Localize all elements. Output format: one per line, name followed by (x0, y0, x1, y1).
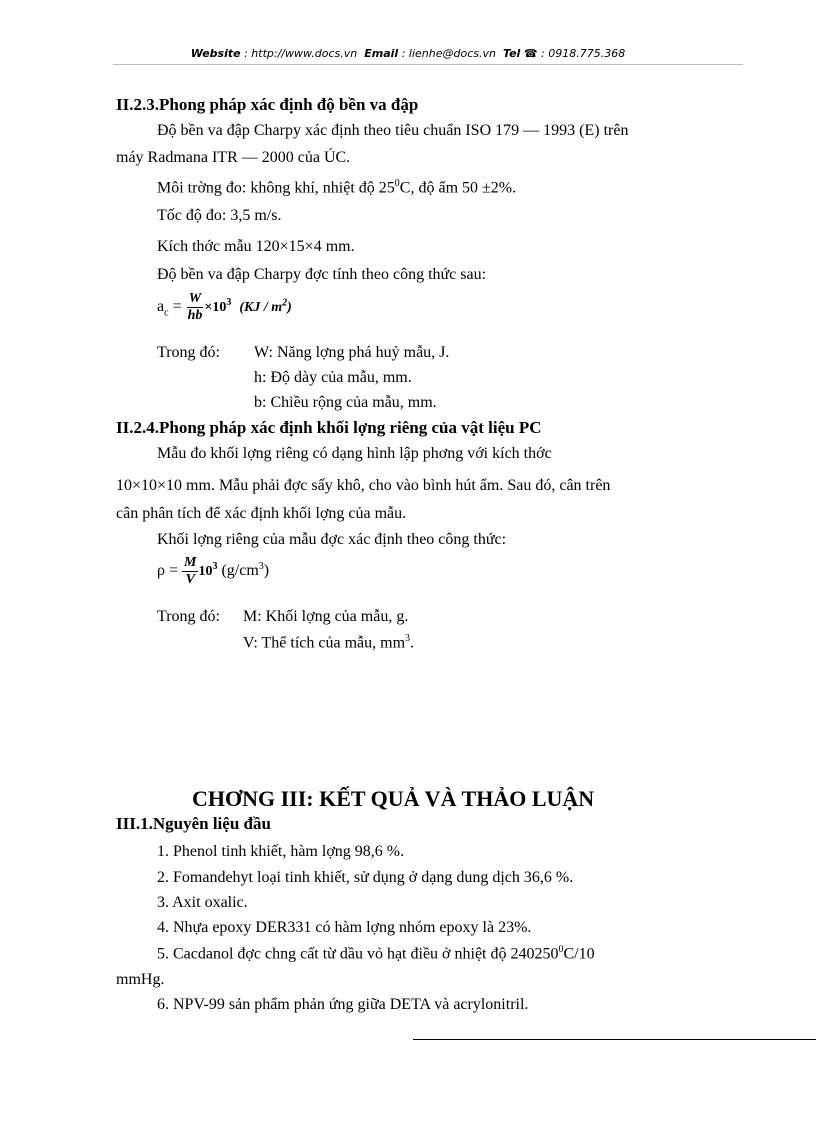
subsection-heading-3-1: III.1.Nguyên liệu đầu (116, 814, 271, 833)
definition-line: b: Chiều rộng của mẫu, mm. (254, 394, 437, 411)
paragraph-line: Tốc độ đo: 3,5 m/s. (157, 207, 282, 224)
density-formula: ρ = $\frac{M}{V}$ $10^3$ $(g/cm^3)$ (157, 555, 270, 587)
list-item: 5. Cacdanol đợc chng cất từ dầu vỏ hạt điều ở nhiệt độ 240250$^0$C/10 (157, 944, 595, 963)
formula-fraction: $\frac{M}{V}$ (184, 555, 197, 587)
section-heading-2-2-3: II.2.3.Phong pháp xác định độ bền va đập (116, 95, 419, 114)
paragraph-line: Kích thớc mẫu 120×15×4 mm. (157, 238, 355, 255)
tel-value: : 0918.775.368 (541, 47, 626, 60)
footnote-divider (413, 1039, 816, 1040)
where-label: Trong đó: (157, 608, 220, 625)
website-value: : http://www.docs.vn (244, 47, 358, 60)
paragraph-line: Môi trờng đo: không khí, nhiệt độ $25^0C$, độ ẩm 50 ±2%. (157, 178, 517, 197)
paragraph-line: Khối lợng riêng của mẫu đợc xác định theo công thức: (157, 531, 507, 548)
list-item: 6. NPV-99 sản phẩm phản ứng giữa DETA và acrylonitril. (157, 996, 529, 1013)
paragraph-line: cân phân tích để xác định khối lợng của mẫu. (116, 505, 407, 522)
phone-icon: ☎ (523, 47, 538, 60)
paragraph-line: 10×10×10 mm. Mẫu phải đợc sấy khô, cho vào bình hút ẩm. Sau đó, cân trên (116, 477, 611, 494)
definition-line: M: Khối lợng của mẫu, g. (243, 608, 409, 625)
website-label: Website (190, 47, 241, 60)
list-item-continuation: mmHg. (116, 971, 165, 988)
definition-line: W: Năng lợng phá huỷ mẫu, J. (254, 344, 450, 361)
list-item: 1. Phenol tinh khiết, hàm lợng 98,6 %. (157, 843, 405, 860)
paragraph-line: máy Radmana ITR — 2000 của ÚC. (116, 149, 351, 166)
definition-line: V: Thể tích của mẫu, $mm^3$. (243, 633, 415, 652)
list-item: 4. Nhựa epoxy DER331 có hàm lợng nhóm epoxy là 23%. (157, 919, 532, 936)
email-label: Email (364, 47, 399, 60)
paragraph-line: Độ bền va đập Charpy đợc tính theo công thức sau: (157, 266, 487, 283)
list-item: 3. Axit oxalic. (157, 894, 248, 911)
tel-label: Tel (502, 47, 521, 60)
list-item: 2. Fomandehyt loại tinh khiết, sử dụng ở dạng dung dịch 36,6 %. (157, 869, 574, 886)
paragraph-line: Mẫu đo khối lợng riêng có dạng hình lập phơng với kích thớc (157, 445, 552, 462)
impact-formula: $a_c$ = $\frac{W}{hb}$ $\times 10^3$ $(KJ / m^2)$ (157, 291, 292, 323)
header-divider (113, 64, 743, 65)
chapter-title: CHƠNG III: KẾT QUẢ VÀ THẢO LUẬN (192, 786, 595, 811)
page-header (0, 47, 816, 60)
where-label: Trong đó: (157, 344, 220, 361)
definition-line: h: Độ dày của mẫu, mm. (254, 369, 412, 386)
email-value: : lienhe@docs.vn (401, 47, 496, 60)
formula-fraction: $\frac{W}{hb}$ (187, 291, 203, 323)
section-heading-2-2-4: II.2.4.Phong pháp xác định khối lợng riêng của vật liệu PC (116, 418, 542, 437)
paragraph-line: Độ bền va đập Charpy xác định theo tiêu chuẩn ISO 179 — 1993 (E) trên (157, 122, 629, 139)
